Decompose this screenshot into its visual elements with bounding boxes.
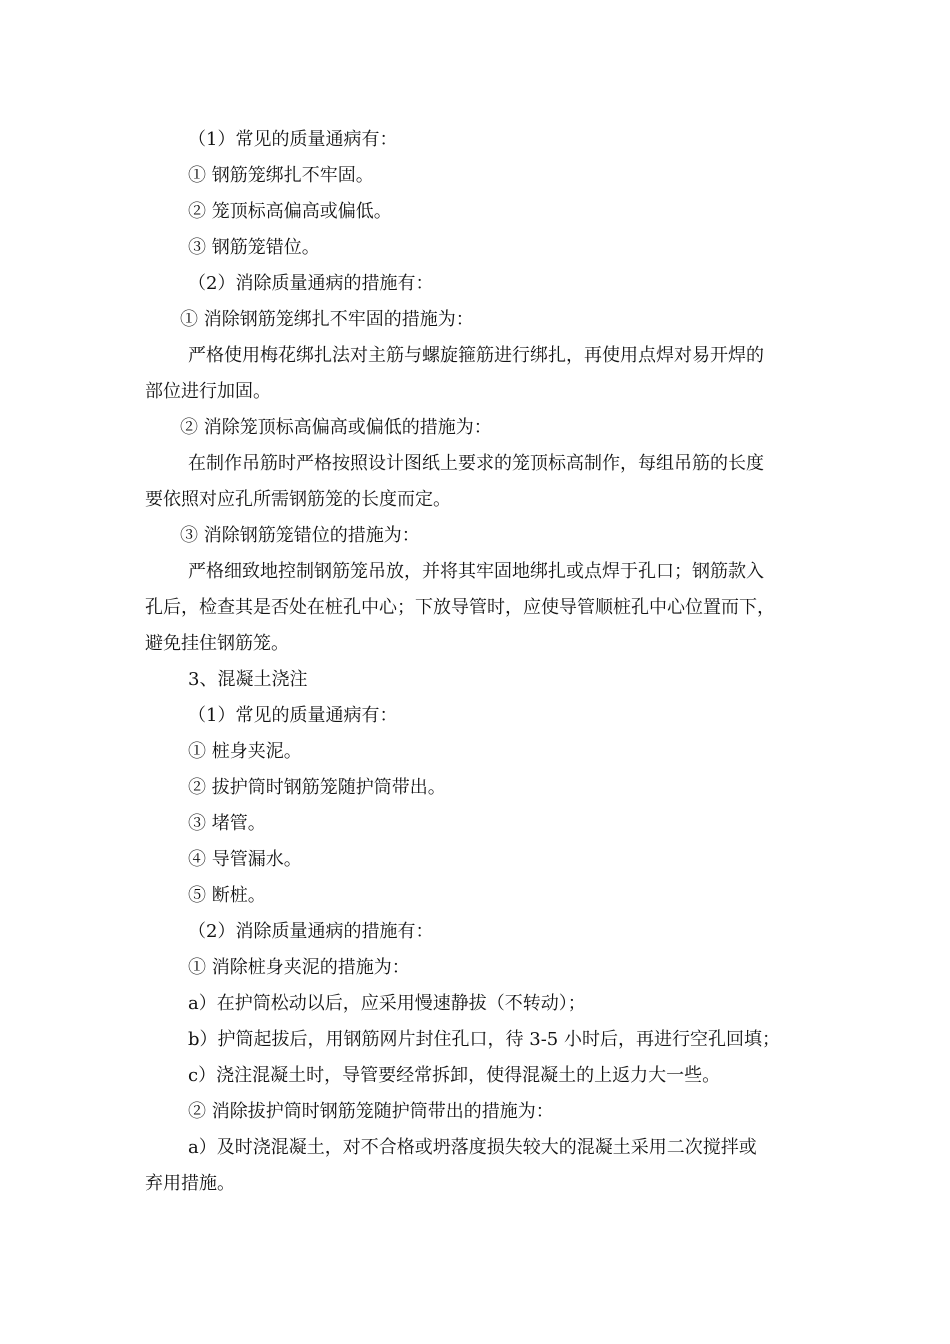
text-line: 避免挂住钢筋笼。 <box>145 633 289 654</box>
text-line: （1）常见的质量通病有： <box>188 705 398 726</box>
text-line: ① 钢筋笼绑扎不牢固。 <box>188 165 374 186</box>
text-line: c）浇注混凝土时，导管要经常拆卸，使得混凝土的上返力大一些。 <box>188 1065 721 1086</box>
text-line: （1）常见的质量通病有： <box>188 129 398 150</box>
text-line: ② 消除拔护筒时钢筋笼随护筒带出的措施为： <box>188 1101 554 1122</box>
text-line: b）护筒起拔后，用钢筋网片封住孔口，待 3-5 小时后，再进行空孔回填； <box>188 1029 780 1050</box>
text-line: ③ 堵管。 <box>188 813 266 834</box>
text-line: 部位进行加固。 <box>145 381 271 402</box>
text-line: a）及时浇混凝土，对不合格或坍落度损失较大的混凝土采用二次搅拌或 <box>188 1137 757 1158</box>
text-line: ① 消除桩身夹泥的措施为： <box>188 957 410 978</box>
text-line: ③ 钢筋笼错位。 <box>188 237 320 258</box>
text-line: ① 消除钢筋笼绑扎不牢固的措施为： <box>180 309 474 330</box>
text-line: 弃用措施。 <box>145 1173 235 1194</box>
section-heading: 3、混凝土浇注 <box>188 669 308 690</box>
text-line: 要依照对应孔所需钢筋笼的长度而定。 <box>145 489 451 510</box>
text-line: 孔后，检查其是否处在桩孔中心；下放导管时，应使导管顺桩孔中心位置而下， <box>145 597 775 618</box>
text-line: ② 笼顶标高偏高或偏低。 <box>188 201 392 222</box>
text-line: ⑤ 断桩。 <box>188 885 266 906</box>
text-line: 严格细致地控制钢筋笼吊放，并将其牢固地绑扎或点焊于孔口；钢筋款入 <box>188 561 764 582</box>
text-line: a）在护筒松动以后，应采用慢速静拔（不转动）； <box>188 993 586 1014</box>
text-line: ① 桩身夹泥。 <box>188 741 302 762</box>
text-line: （2）消除质量通病的措施有： <box>188 921 434 942</box>
text-line: 严格使用梅花绑扎法对主筋与螺旋箍筋进行绑扎，再使用点焊对易开焊的 <box>188 345 764 366</box>
text-line: 在制作吊筋时严格按照设计图纸上要求的笼顶标高制作，每组吊筋的长度 <box>188 453 764 474</box>
text-line: ④ 导管漏水。 <box>188 849 302 870</box>
text-line: （2）消除质量通病的措施有： <box>188 273 434 294</box>
text-line: ② 拔护筒时钢筋笼随护筒带出。 <box>188 777 446 798</box>
text-line: ② 消除笼顶标高偏高或偏低的措施为： <box>180 417 492 438</box>
text-line: ③ 消除钢筋笼错位的措施为： <box>180 525 420 546</box>
